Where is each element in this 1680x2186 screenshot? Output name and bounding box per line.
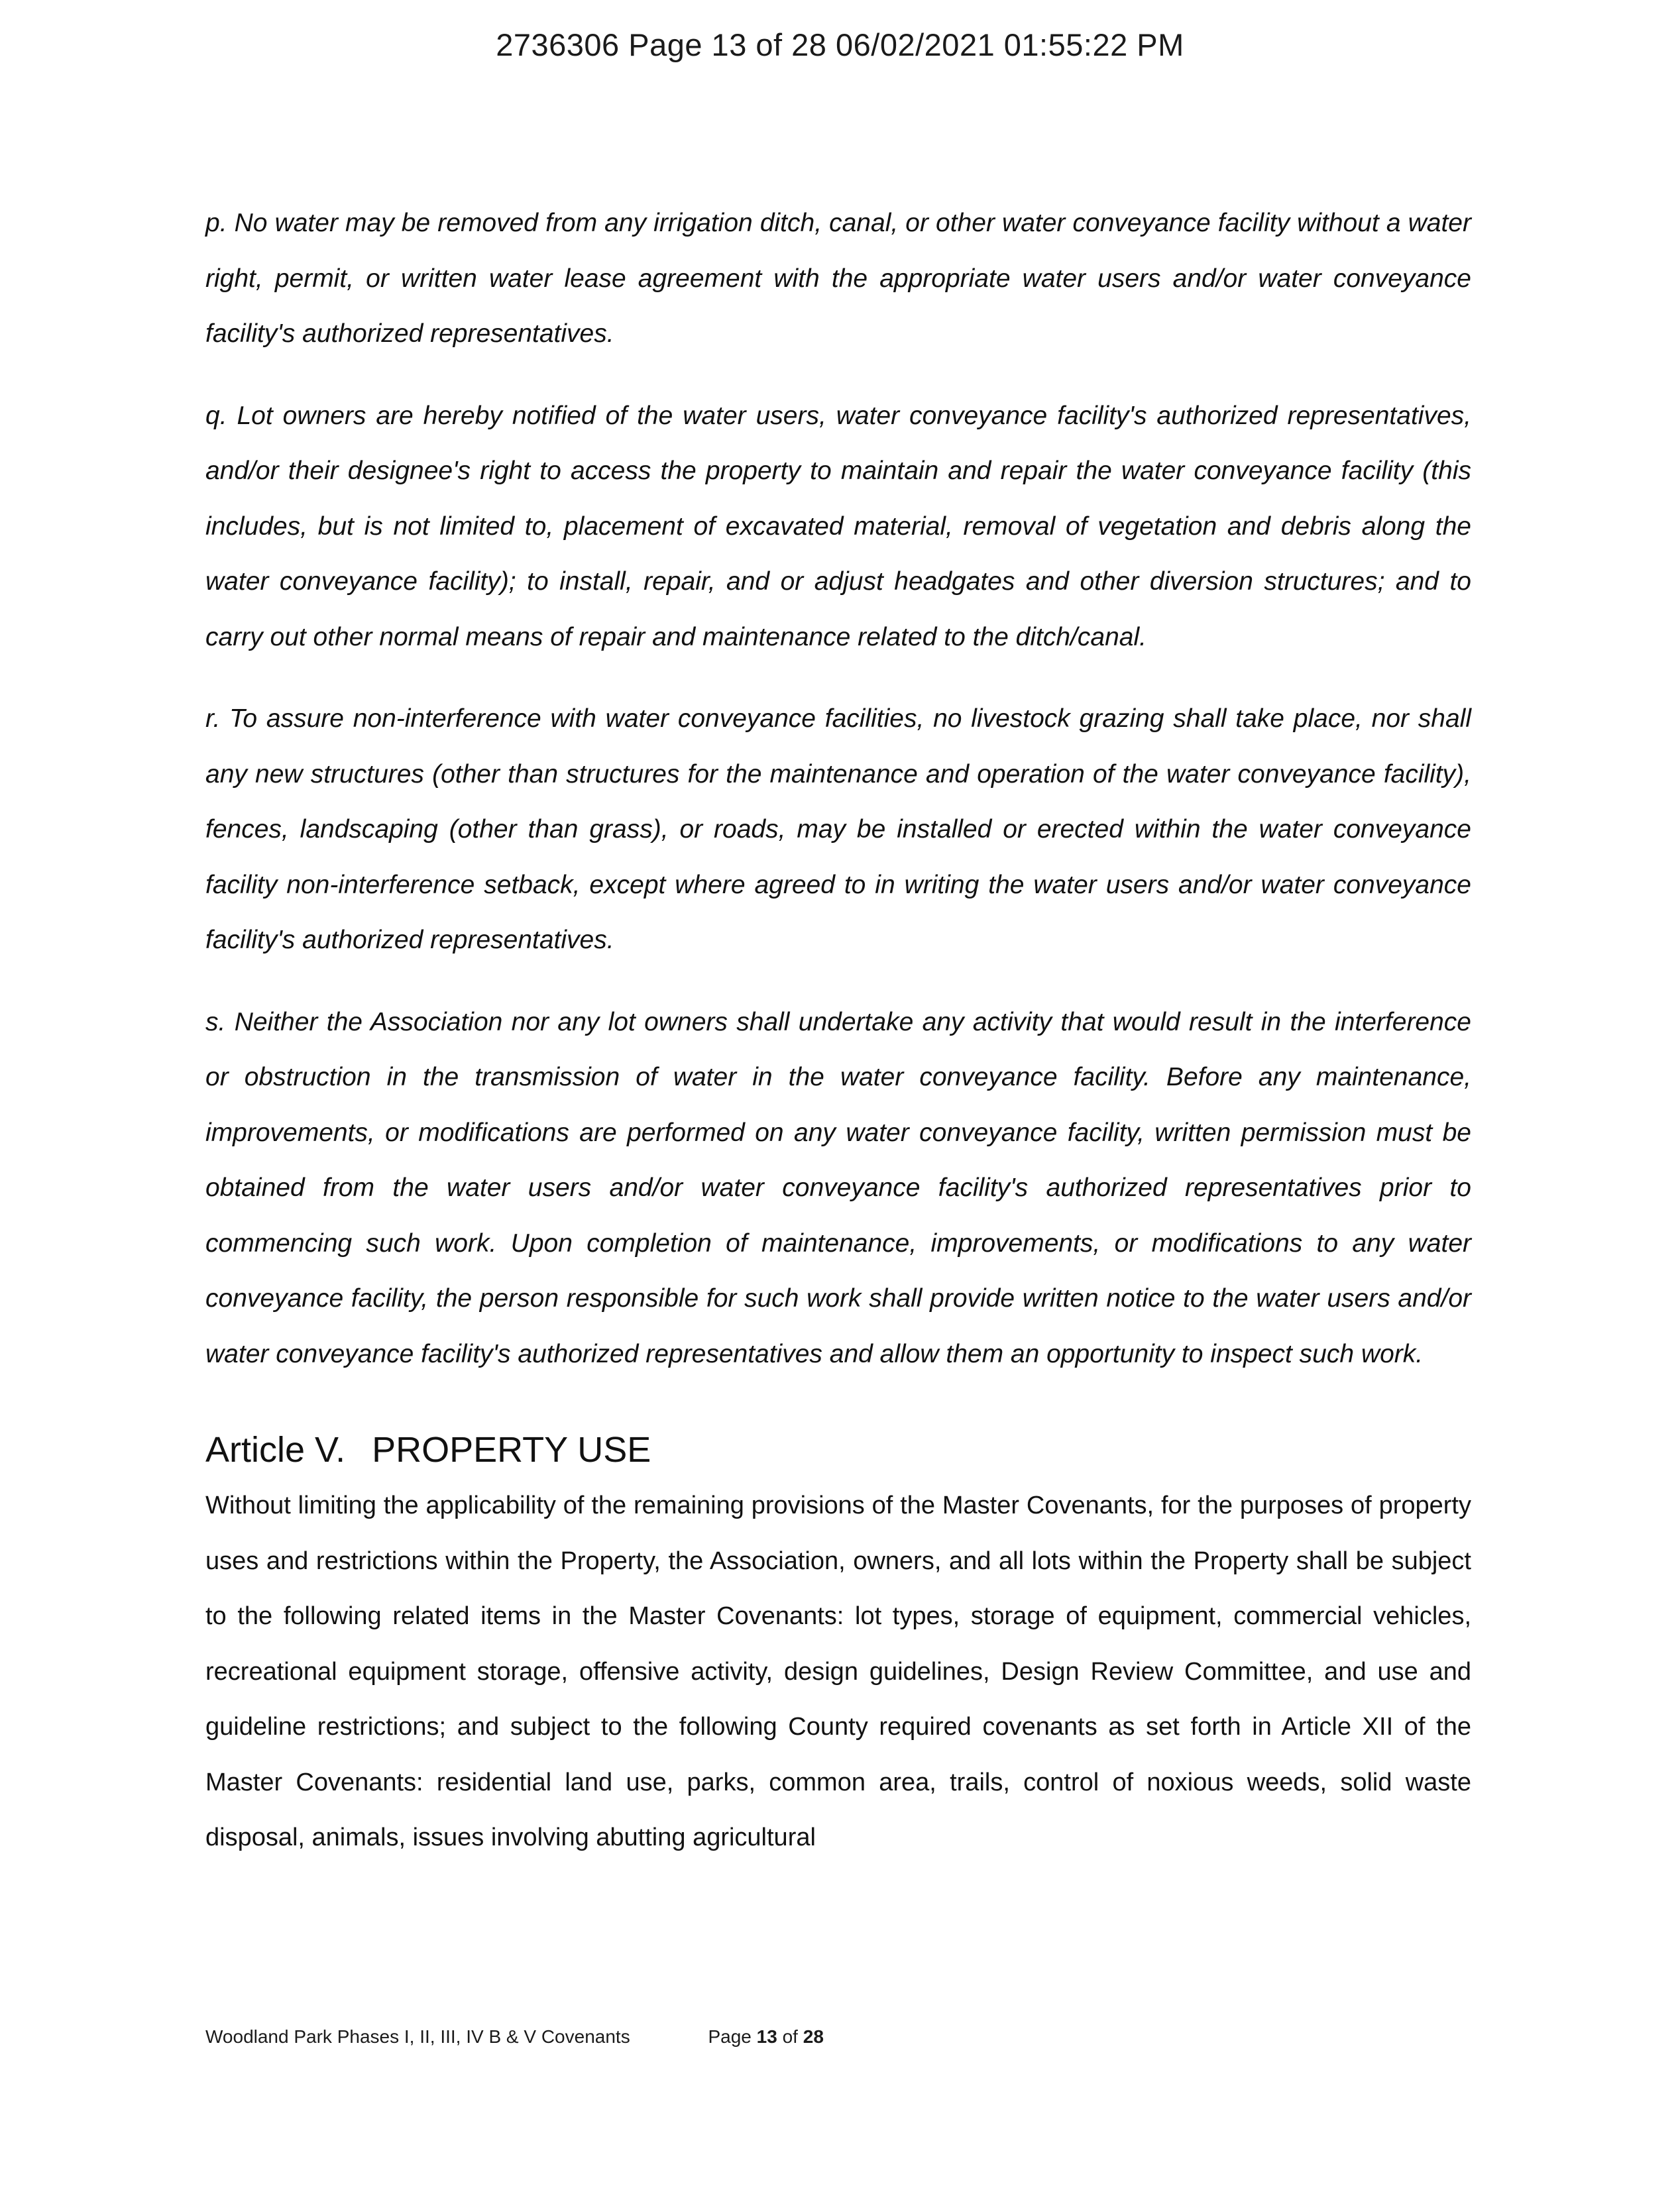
footer-page-total: 28	[803, 2026, 824, 2047]
recording-stamp: 2736306 Page 13 of 28 06/02/2021 01:55:22 PM	[496, 27, 1184, 62]
article-body: Without limiting the applicability of the remaining provisions of the Master Covenants, for the purposes of property uses and restrictions within the Property, the Association, owners, and all lots within the Property shall be subject to the following related items in the Master Covenants: lot types, storage of equipment, commercial vehicles, recreational equipment storage, offensive activity, design guidelines, Design Review Committee, and use and guideline restrictions; and subject to the following County required covenants as set forth in Article XII of the Master Covenants: residential land use, parks, common area, trails, control of noxious weeds, solid waste disposal, animals, issues involving abutting agricultural	[205, 1492, 1471, 1851]
footer-page-current: 13	[756, 2026, 777, 2047]
article-number: Article V.	[205, 1430, 346, 1470]
page-footer	[205, 2026, 824, 2048]
footer-page-number	[708, 2026, 823, 2048]
paragraph-q: q. Lot owners are hereby notified of the water users, water conveyance facility's authorized representatives, and/or their designee's right to access the property to maintain and repair the water conveyance facility (this includes, but is not limited to, placement of excavated material, removal of vegetation and debris along the water conveyance facility); to install, repair, and or adjust headgates and other diversion structures; and to carry out other normal means of repair and maintenance related to the ditch/canal.	[205, 401, 1471, 651]
page-content	[205, 195, 1471, 1866]
footer-page-of: of	[782, 2026, 798, 2047]
footer-page-prefix: Page	[708, 2026, 752, 2047]
article-heading	[205, 1427, 1471, 1473]
paragraph-r: r. To assure non-interference with water conveyance facilities, no livestock grazing shall take place, nor shall any new structures (other than structures for the maintenance and operation of the water conveyance facility), fences, landscaping (other than grass), or roads, may be installed or erected within the water conveyance facility non-interference setback, except where agreed to in writing the water users and/or water conveyance facility's authorized representatives.	[205, 704, 1471, 954]
paragraph-p: p. No water may be removed from any irrigation ditch, canal, or other water conveyance facility without a water right, permit, or written water lease agreement with the appropriate water users and/or water conveyance facility's authorized representatives.	[205, 209, 1471, 348]
paragraph-s: s. Neither the Association nor any lot owners shall undertake any activity that would result in the interference or obstruction in the transmission of water in the water conveyance facility. Before any maintenance, improvements, or modifications are performed on any water conveyance facility, written permission must be obtained from the water users and/or water conveyance facility's authorized representatives prior to commencing such work. Upon completion of maintenance, improvements, or modifications to any water conveyance facility, the person responsible for such work shall provide written notice to the water users and/or water conveyance facility's authorized representatives and allow them an opportunity to inspect such work.	[205, 1007, 1471, 1368]
article-title: PROPERTY USE	[372, 1430, 651, 1470]
footer-document-title: Woodland Park Phases I, II, III, IV B & V Covenants	[205, 2026, 630, 2047]
